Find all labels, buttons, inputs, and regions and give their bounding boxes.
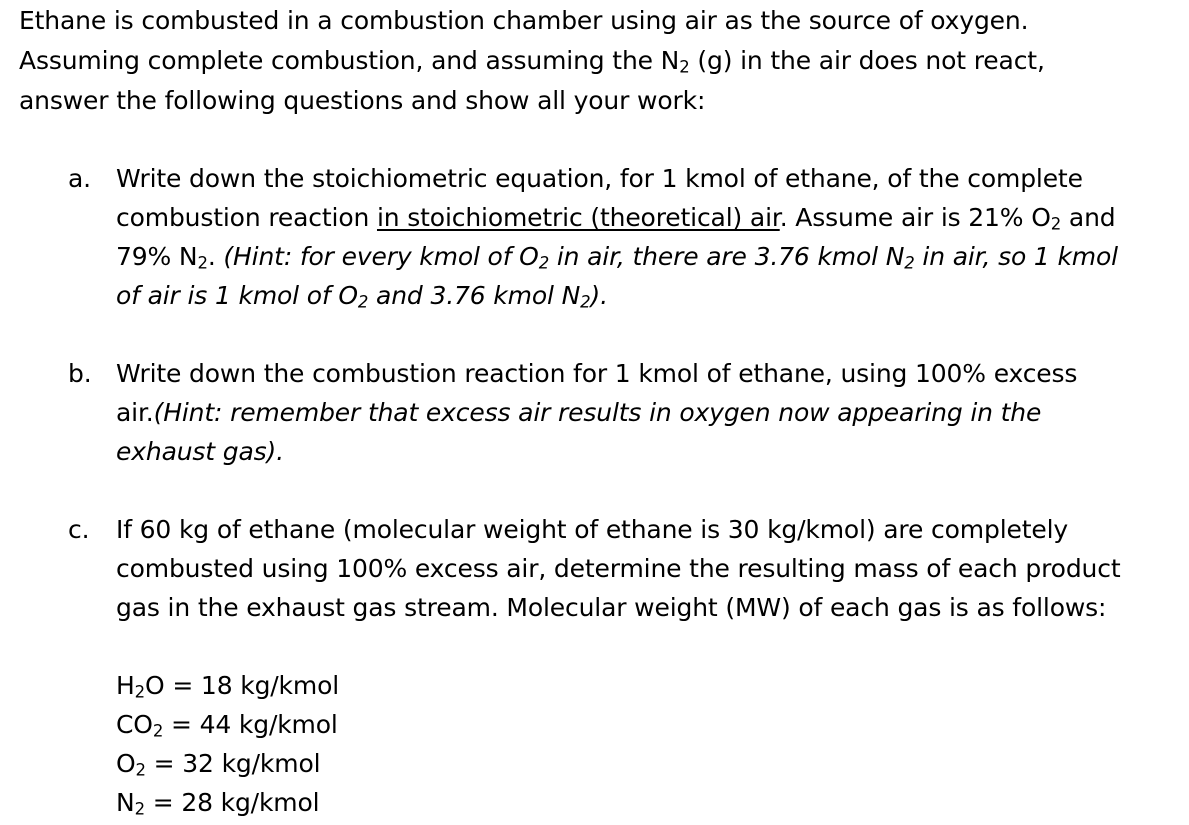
- formula-text: H: [116, 671, 135, 700]
- subscript: 2: [904, 253, 915, 273]
- question-b-line-2: [116, 397, 1041, 429]
- subscript: 2: [197, 253, 208, 273]
- hint-text: of air is 1 kmol of O: [116, 281, 358, 310]
- question-c-line-2: [116, 553, 1121, 585]
- question-text: If 60 kg of ethane (molecular weight of ethane is 30 kg/kmol) are completely: [116, 515, 1069, 544]
- question-text: 79% N: [116, 242, 198, 271]
- subscript: 2: [134, 799, 145, 819]
- hint-text: exhaust gas).: [116, 437, 284, 466]
- intro-line-2: [19, 45, 1045, 77]
- hint-text: (Hint: remember that excess air results in oxygen now appearing in the: [153, 398, 1042, 427]
- formula-text: = 32 kg/kmol: [145, 749, 321, 778]
- mw-n2: [116, 787, 319, 819]
- intro-text: Assuming complete combustion, and assuming the N: [19, 46, 680, 75]
- question-text: and: [1061, 203, 1116, 232]
- question-b-line-3: [116, 436, 284, 468]
- subscript: 2: [152, 721, 164, 741]
- question-text: Write down the combustion reaction for 1 kmol of ethane, using 100% excess: [116, 359, 1078, 388]
- hint-text: ).: [590, 281, 608, 310]
- formula-text: = 28 kg/kmol: [144, 788, 320, 817]
- question-c-line-1: [116, 514, 1068, 546]
- hint-text: (Hint: for every kmol of O: [223, 242, 539, 271]
- formula-text: = 44 kg/kmol: [163, 710, 338, 739]
- question-text: combustion reaction: [116, 203, 377, 232]
- hint-text: in air, there are 3.76 kmol N: [549, 242, 905, 271]
- formula-text: O: [116, 749, 136, 778]
- subscript: 2: [679, 57, 690, 77]
- mw-co2: [116, 709, 338, 741]
- question-a-line-4: [116, 280, 608, 312]
- hint-text: [223, 242, 1118, 271]
- question-a-marker: a.: [68, 164, 91, 193]
- question-a-line-2: [116, 202, 1116, 234]
- mw-o2: [116, 748, 320, 780]
- question-c-line-3: [116, 592, 1106, 624]
- subscript: 2: [357, 292, 369, 312]
- intro-text: answer the following questions and show all your work:: [19, 86, 706, 115]
- formula-text: CO: [116, 710, 153, 739]
- question-text: combusted using 100% excess air, determine the resulting mass of each product: [116, 554, 1121, 583]
- intro-text: (g) in the air does not react,: [689, 46, 1045, 75]
- subscript: 2: [134, 682, 146, 702]
- formula-text: O = 18 kg/kmol: [145, 671, 340, 700]
- subscript: 2: [135, 760, 146, 780]
- hint-text: in air, so 1 kmol: [914, 242, 1118, 271]
- subscript: 2: [580, 292, 591, 312]
- question-b-marker: b.: [68, 359, 92, 388]
- intro-text: Ethane is combusted in a combustion chamber using air as the source of oxygen.: [19, 6, 1029, 35]
- subscript: 2: [538, 253, 550, 273]
- question-text: . Assume air is 21% O: [779, 203, 1051, 232]
- hint-text: and 3.76 kmol N: [368, 281, 581, 310]
- subscript: 2: [1050, 214, 1062, 234]
- question-c-marker: c.: [68, 515, 90, 544]
- question-a-line-3: [116, 241, 1118, 273]
- underlined-text: in stoichiometric (theoretical) air: [376, 203, 780, 232]
- intro-line-1: [19, 5, 1028, 37]
- intro-line-3: [19, 85, 705, 117]
- formula-text: N: [116, 788, 135, 817]
- question-b-line-1: [116, 358, 1077, 390]
- question-a-line-1: [116, 163, 1083, 195]
- question-text: gas in the exhaust gas stream. Molecular weight (MW) of each gas is as follows:: [116, 593, 1107, 622]
- mw-h2o: [116, 670, 339, 702]
- question-text: .: [207, 242, 224, 271]
- question-text: air.: [116, 398, 154, 427]
- question-text: Write down the stoichiometric equation, for 1 kmol of ethane, of the complete: [116, 164, 1083, 193]
